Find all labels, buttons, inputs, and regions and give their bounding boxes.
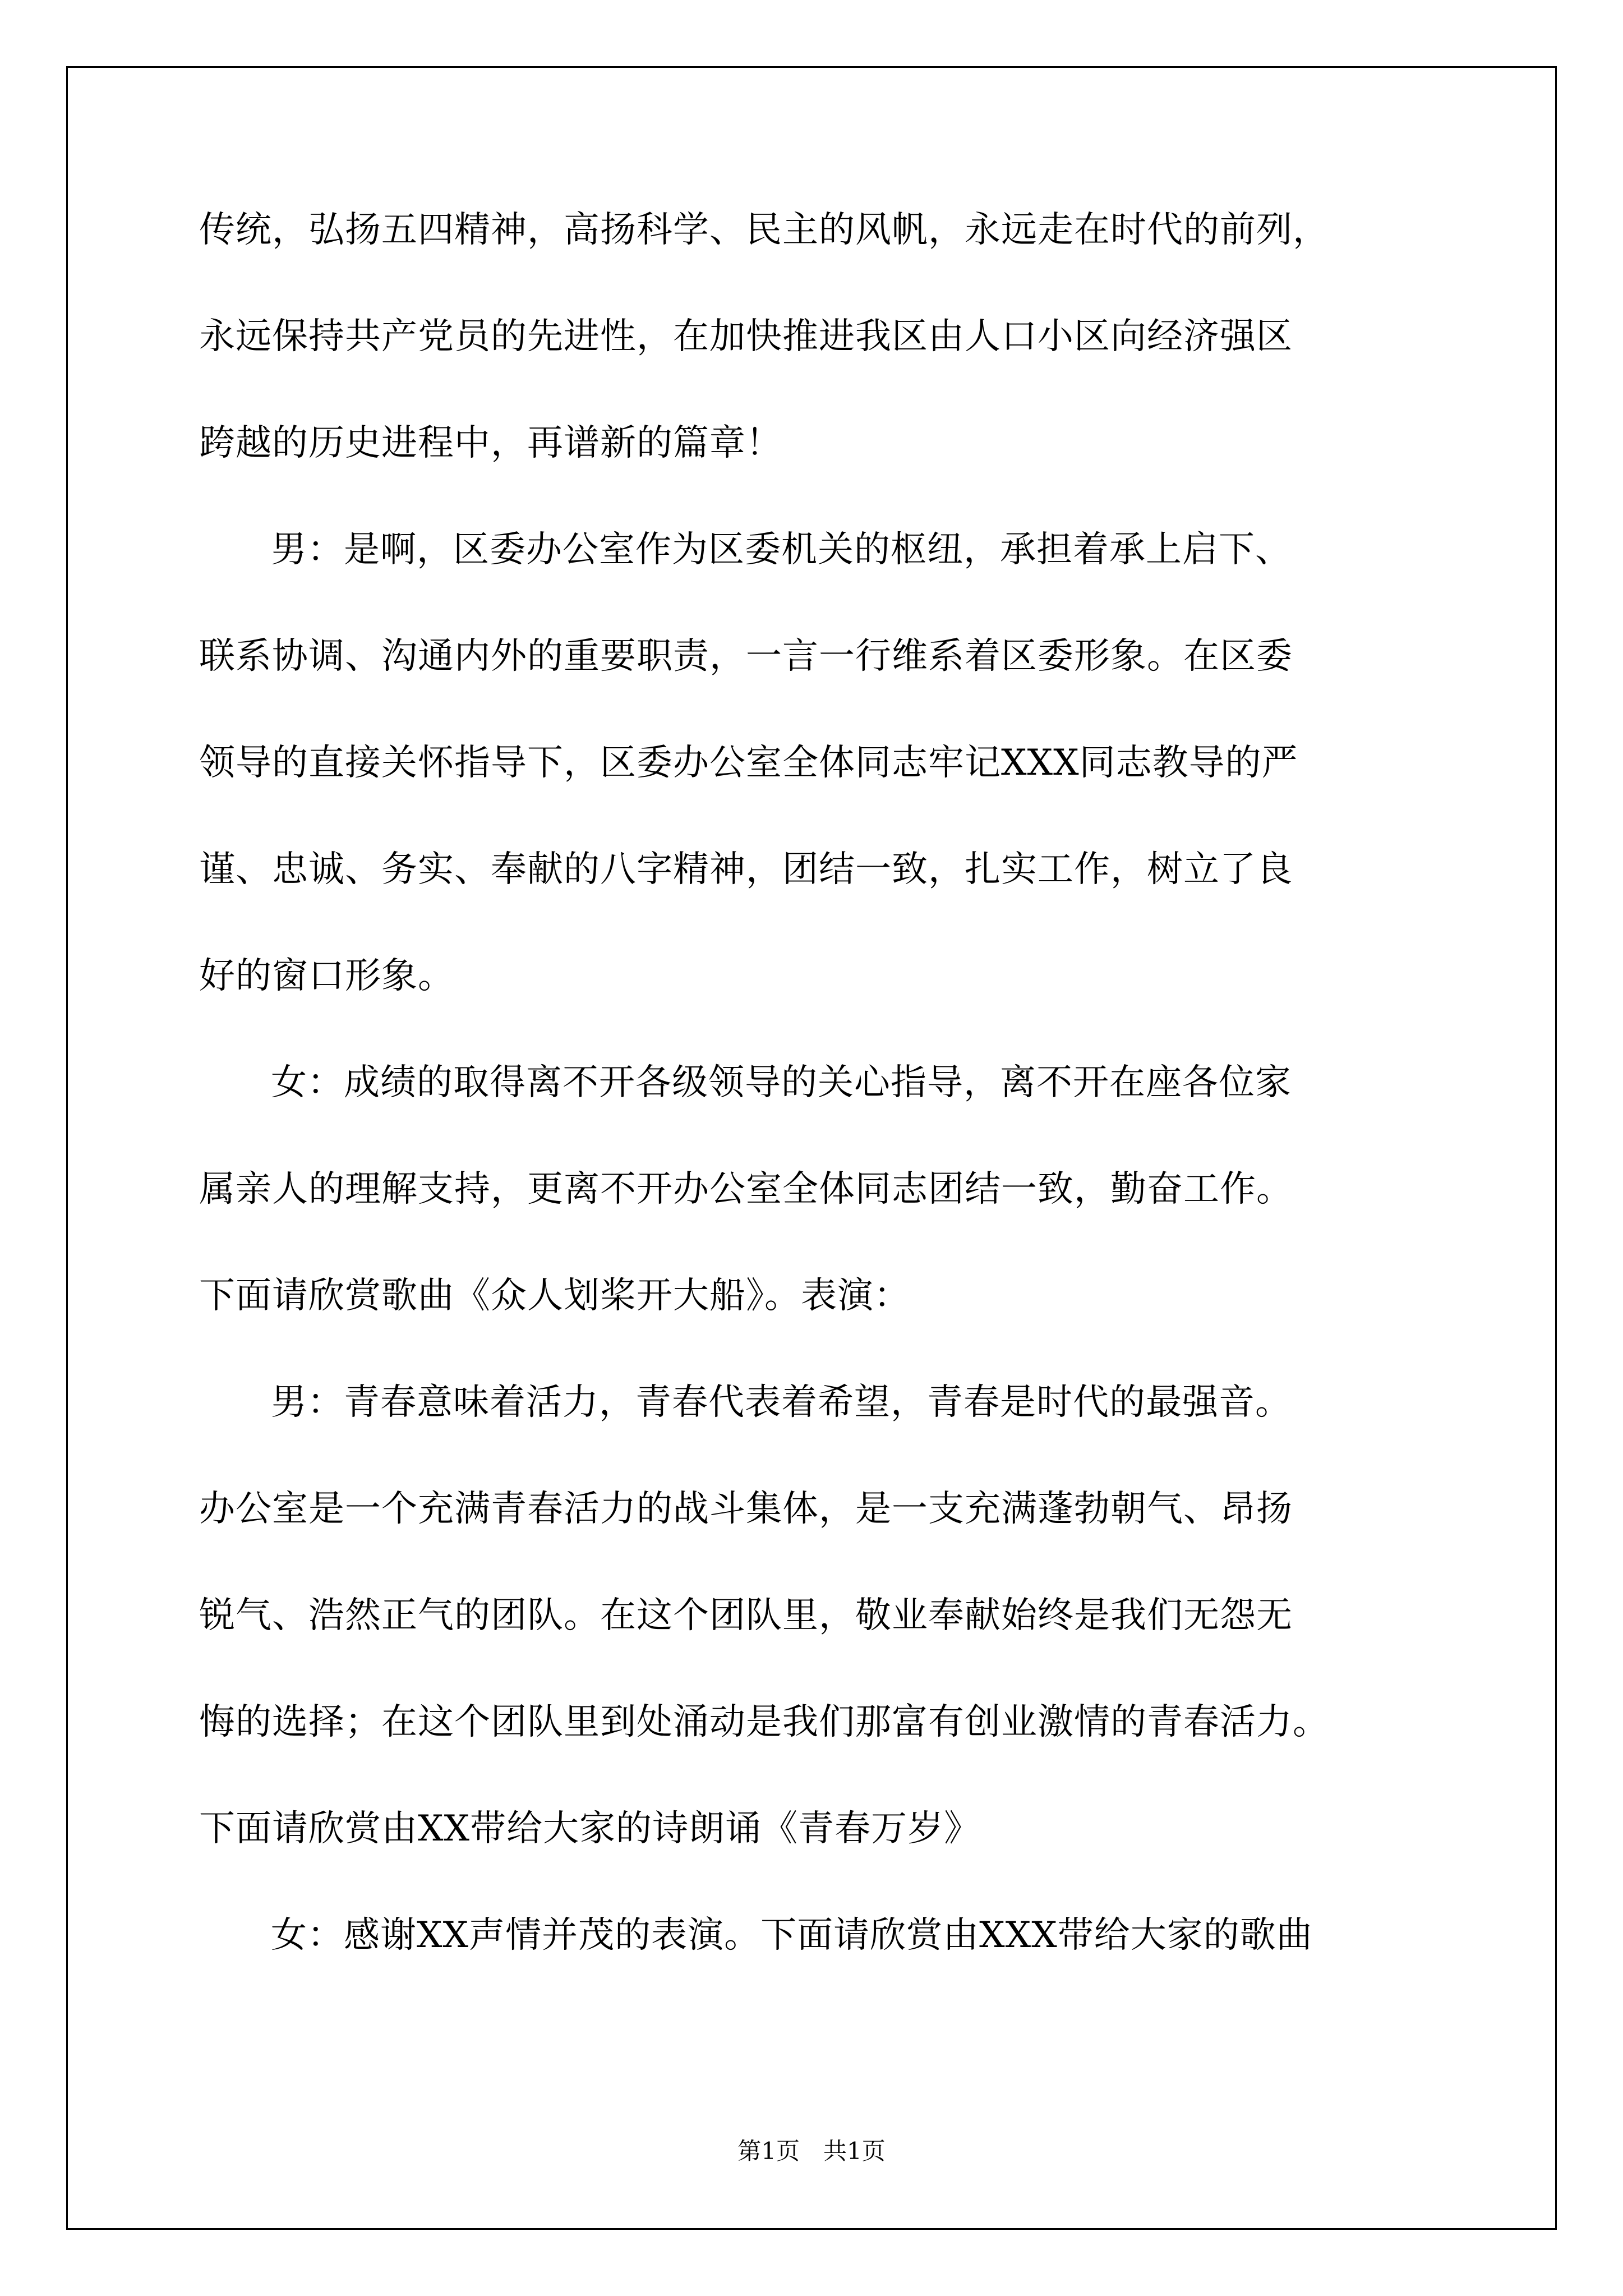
text-line: 办公室是一个充满青春活力的战斗集体，是一支充满蓬勃朝气、昂扬 <box>199 1488 1293 1530</box>
paragraph-start-line: 男：青春意味着活力，青春代表着希望，青春是时代的最强音。 <box>271 1382 1292 1423</box>
page-number-footer: 第1页 共1页 <box>737 2137 886 2165</box>
text-line: 谨、忠诚、务实、奉献的八字精神，团结一致，扎实工作，树立了良 <box>199 849 1293 890</box>
text-line: 跨越的历史进程中，再谱新的篇章！ <box>199 422 782 464</box>
paragraph-start-line: 女：成绩的取得离不开各级领导的关心指导，离不开在座各位家 <box>271 1062 1292 1103</box>
text-line: 永远保持共产党员的先进性，在加快推进我区由人口小区向经济强区 <box>199 316 1293 357</box>
text-line: 下面请欣赏歌曲《众人划桨开大船》。表演： <box>199 1275 910 1317</box>
text-line: 领导的直接关怀指导下，区委办公室全体同志牢记XXX同志教导的严 <box>199 742 1298 784</box>
paragraph-start-line: 女：感谢XX声情并茂的表演。下面请欣赏由XXX带给大家的歌曲 <box>271 1915 1313 1956</box>
page-border <box>66 66 1557 2230</box>
text-line: 悔的选择；在这个团队里到处涌动是我们那富有创业激情的青春活力。 <box>199 1701 1329 1743</box>
text-line: 传统，弘扬五四精神，高扬科学、民主的风帆，永远走在时代的前列， <box>199 209 1329 251</box>
paragraph-start-line: 男：是啊，区委办公室作为区委机关的枢纽，承担着承上启下、 <box>271 529 1292 570</box>
text-line: 好的窗口形象。 <box>199 955 454 997</box>
text-line: 属亲人的理解支持，更离不开办公室全体同志团结一致，勤奋工作。 <box>199 1168 1293 1210</box>
text-line: 下面请欣赏由XX带给大家的诗朗诵《青春万岁》 <box>199 1808 981 1849</box>
text-line: 联系协调、沟通内外的重要职责，一言一行维系着区委形象。在区委 <box>199 636 1293 677</box>
text-line: 锐气、浩然正气的团队。在这个团队里，敬业奉献始终是我们无怨无 <box>199 1595 1293 1636</box>
